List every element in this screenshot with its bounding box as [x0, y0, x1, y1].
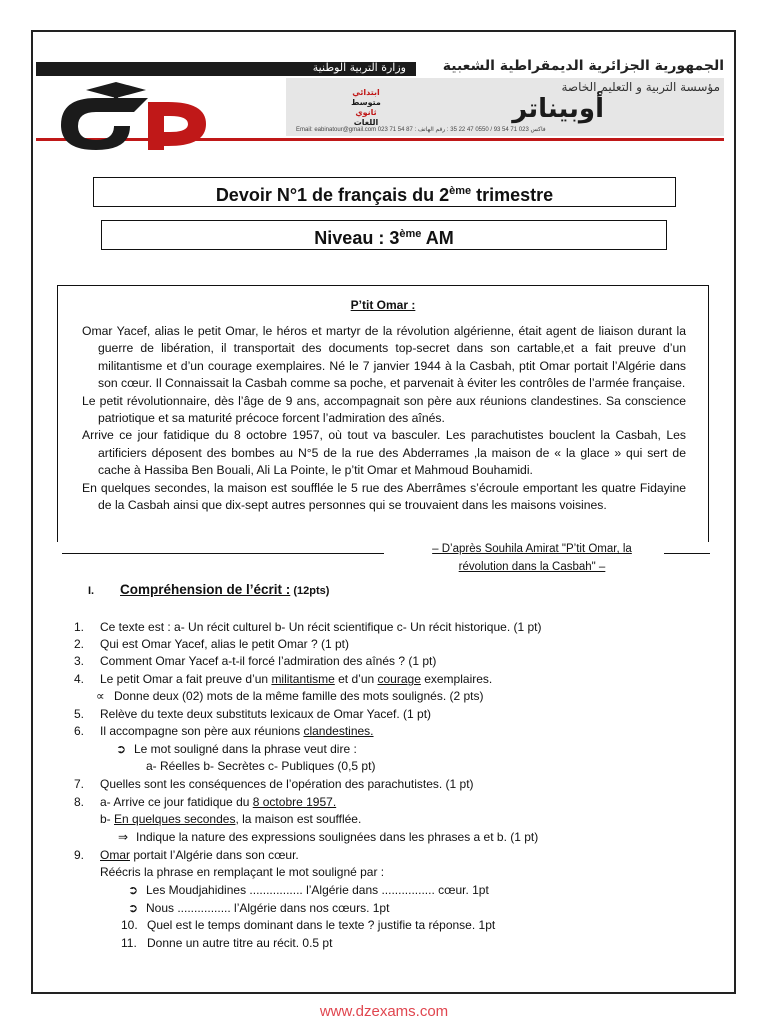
question-9-instruction: Réécris la phrase en remplaçant le mot souligné par : [100, 865, 385, 879]
question-6-sub [116, 742, 357, 756]
underlined-word-militantisme: militantisme [271, 672, 335, 686]
question-number: 6. [74, 724, 85, 738]
exam-title-box [93, 177, 676, 207]
question-text: Les Moudjahidines ................ l’Algérie dans ................ cœur. 1pt [146, 883, 489, 897]
exam-title-sup: ème [449, 185, 472, 197]
question-9-item-2 [128, 901, 389, 915]
question-text-c: exemplaires. [420, 672, 493, 686]
question-number: 4. [74, 672, 85, 686]
question-9 [74, 848, 299, 862]
level-suffix: AM [421, 228, 454, 248]
question-number: 9. [74, 848, 85, 862]
underlined-expression: En quelques secondes [114, 812, 236, 826]
question-text: Comment Omar Yacef a-t-il forcé l’admiration des aînés ? (1 pt) [100, 654, 437, 668]
level-sup: ème [399, 228, 422, 240]
question-text: portait l’Algérie dans son cœur. [130, 848, 299, 862]
question-11 [121, 936, 332, 950]
question-9-item-1 [128, 883, 489, 897]
question-text: Ce texte est : a- Un récit culturel b- Un récit scientifique c- Un récit historique. (1 pt) [100, 620, 542, 634]
arrow-icon: ➲ [116, 742, 127, 756]
question-6 [74, 724, 374, 738]
question-number: 3. [74, 654, 85, 668]
question-text: Quel est le temps dominant dans le texte ? justifie ta réponse. 1pt [147, 918, 496, 932]
institution-text: مؤسسة التربية و التعليم الخاصة [561, 80, 720, 94]
school-levels-stamp [336, 86, 396, 126]
question-text-b: b- [100, 812, 115, 826]
school-logo-icon [56, 80, 236, 150]
question-4 [74, 672, 492, 686]
question-number: 10. [121, 918, 138, 932]
level-prefix: Niveau : 3 [314, 228, 400, 248]
text-source [398, 540, 666, 576]
underlined-word-omar: Omar [100, 848, 130, 862]
source-divider-left [62, 553, 384, 554]
question-text: Relève du texte deux substituts lexicaux de Omar Yacef. (1 pt) [100, 707, 432, 721]
question-text-a: Il accompagne son père aux réunions [100, 724, 304, 738]
question-number: 8. [74, 795, 85, 809]
question-text-a: Le petit Omar a fait preuve d’un [100, 672, 272, 686]
question-text: Donne deux (02) mots de la même famille des mots soulignés. (2 pts) [114, 689, 484, 703]
source-line-1: – D’après Souhila Amirat "P’tit Omar, la [432, 543, 632, 555]
source-line-2: révolution dans la Casbah" – [458, 561, 606, 573]
question-6-options: a- Réelles b- Secrètes c- Publiques (0,5 pt) [146, 759, 376, 773]
question-number: 2. [74, 637, 85, 651]
brand-name: أوبيناتر [512, 94, 604, 124]
reading-body [82, 323, 686, 514]
question-text-b: et d’un [334, 672, 378, 686]
paragraph-1: Omar Yacef, alias le petit Omar, le héros et martyr de la révolution algérienne, était agent de liaison durant la guerre de libération, il transportait des documents top-secret dans son cartable,et a fait preuve d’un militantisme et d’un courage exemplaires. Né le 7 janvier 1944 à la Casbah, ptit Omar portait l’Algérie dans son cœur. Il Connaissait la Casbah comme sa poche, et parvenait à éviter les contrôles de l’armée française. [82, 324, 686, 391]
question-text-c: , la maison est soufflée. [235, 812, 362, 826]
question-text: Nous ................ l’Algérie dans nos cœurs. 1pt [146, 901, 390, 915]
question-10 [121, 918, 495, 932]
question-4-sub [96, 689, 484, 703]
arrow-icon: ➲ [128, 883, 139, 897]
contact-info: Email: eabinatour@gmail.com 023 71 54 87 : فاكس 023 71 54 93 / 0550 47 22 35 : رقم الهاتف [296, 127, 546, 133]
question-text: Qui est Omar Yacef, alias le petit Omar ? (1 pt) [100, 637, 349, 651]
question-3 [74, 654, 436, 668]
paragraph-4: En quelques secondes, la maison est soufflée le 5 rue des Aberrâmes s’écroule emportant les quatre Fidayine de la Casbah ainsi que dix-sept autres personnes qui se trouvaient dans les maisons voisines. [82, 480, 686, 513]
question-2 [74, 637, 349, 651]
footer-website[interactable]: www.dzexams.com [319, 1003, 449, 1020]
question-7 [74, 777, 474, 791]
section-heading [88, 582, 329, 597]
double-arrow-icon: ⇒ [118, 830, 129, 844]
paragraph-3: Arrive ce jour fatidique du 8 octobre 1957, où tout va basculer. Les parachutistes bouclent la Casbah, Les artificiers déposent des bombes au N°5 de la rue des Abderrames ,la maison de « la glace » qui sert de cache à Hassiba Ben Bouali, Ali La Pointe, le p’tit Omar et Mahmoud Bouhamidi. [82, 428, 686, 478]
question-8-b [100, 812, 361, 826]
question-8 [74, 795, 336, 809]
question-text-a: a- Arrive ce jour fatidique du [100, 795, 253, 809]
stamp-line-2: متوسط [351, 98, 381, 107]
exam-title-prefix: Devoir N°1 de français du 2 [215, 185, 450, 205]
ministry-text: وزارة التربية الوطنية [312, 61, 406, 74]
question-5 [74, 707, 431, 721]
section-number: I. [88, 585, 95, 597]
reading-text-box [57, 285, 709, 542]
stamp-line-4: اللغات [353, 118, 379, 126]
question-number: 11. [121, 936, 137, 950]
section-points: (12pts) [290, 585, 330, 597]
reading-title: P’tit Omar : [350, 298, 416, 312]
exam-title-suffix: trimestre [471, 185, 554, 205]
question-text: Le mot souligné dans la phrase veut dire : [134, 742, 357, 756]
level-box [101, 220, 667, 250]
stamp-line-3: ثانوي [355, 108, 377, 117]
question-8-sub [118, 830, 538, 844]
question-number: 1. [74, 620, 85, 634]
question-number: 7. [74, 777, 85, 791]
question-number: 5. [74, 707, 85, 721]
underlined-word-courage: courage [377, 672, 421, 686]
arrow-icon: ➲ [128, 901, 139, 915]
question-text: Quelles sont les conséquences de l’opération des parachutistes. (1 pt) [100, 777, 474, 791]
question-text: Indique la nature des expressions soulignées dans les phrases a et b. (1 pt) [136, 830, 539, 844]
question-1 [74, 620, 542, 634]
paragraph-2: Le petit révolutionnaire, dès l’âge de 9 ans, accompagnait son père aux réunions clandestines. Sa conscience patriotique et sa maturité précoce forcent l’admiration des aînés. [82, 393, 686, 426]
source-divider-right [664, 553, 710, 554]
header-banner [36, 56, 724, 152]
ministry-bar [36, 62, 416, 76]
underlined-word-clandestines: clandestines. [303, 724, 374, 738]
question-text: Donne un autre titre au récit. 0.5 pt [147, 936, 333, 950]
underlined-date: 8 octobre 1957. [252, 795, 337, 809]
stamp-line-1: ابتدائي [352, 88, 380, 97]
proportional-bullet-icon: ∝ [96, 689, 105, 703]
republic-text: الجمهورية الجزائرية الديمقراطية الشعبية [442, 58, 724, 74]
section-label: Compréhension de l’écrit : [120, 582, 291, 597]
